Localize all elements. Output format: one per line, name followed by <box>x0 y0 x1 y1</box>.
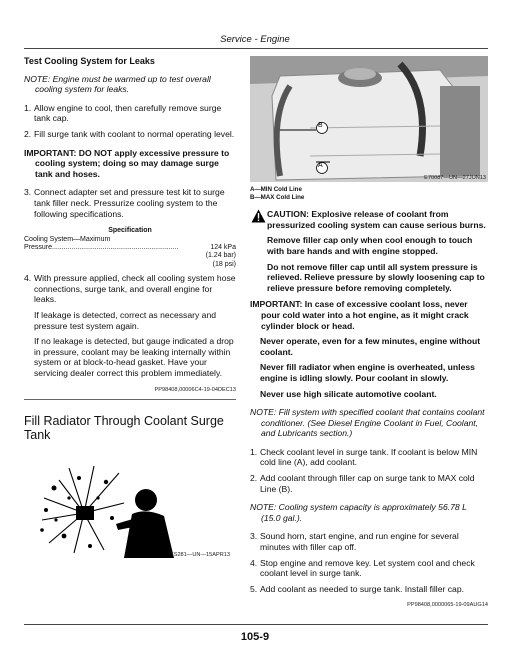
callout-a: A <box>318 162 323 169</box>
fill-step-1: 1. Check coolant level in surge tank. If coolant is below MIN cold line (A), add coolant. <box>250 446 478 468</box>
right-column <box>250 186 488 611</box>
important-pressure: IMPORTANT: DO NOT apply excessive pressure to cooling system; doing so may damage surge tank and hoses. <box>24 147 230 179</box>
header-rule <box>24 48 488 49</box>
illustration-reference: TS281—UN—15APR13 <box>170 551 230 558</box>
caution-block <box>250 209 488 293</box>
step-4: 4. With pressure applied, check all cooling system hose connections, surge tank, and overall engine for leaks. <box>24 273 236 305</box>
section-heading-test-leaks: Test Cooling System for Leaks <box>24 56 155 66</box>
specification-table <box>24 227 236 269</box>
explosion-hazard-icon <box>24 458 236 558</box>
para-no-leak: If no leakage is detected, but gauge indicated a drop in pressure, coolant may be leaking internally within system or at block-to-head gasket. Have your servicing dealer correct this problem immediately. <box>34 336 234 378</box>
important-never-fill: Never fill radiator when engine is overheated, unless engine is idling slowly. Pour coolant in slowly. <box>260 362 475 383</box>
important-no-silicate: Never use high silicate automotive coolant. <box>260 388 437 399</box>
note-capacity: NOTE: Cooling system capacity is approximately 56.78 L (15.0 gal.). <box>250 502 467 523</box>
spec-pressure-psi: (18 psi) <box>212 260 236 268</box>
step-2: 2. Fill surge tank with coolant to normal operating level. <box>24 128 235 139</box>
para-leak-detected: If leakage is detected, correct as necessary and pressure test system again. <box>34 309 217 331</box>
caption-max: B—MAX Cold Line <box>250 193 305 201</box>
warning-triangle-icon <box>250 209 267 223</box>
note-coolant-conditioner: NOTE: Fill system with specified coolant that contains coolant conditioner. (See Diesel Engine Coolant in Fuel, Coolant, and Lubricants section.) <box>250 407 485 439</box>
running-header: Service - Engine <box>220 34 290 45</box>
burn-hazard-illustration <box>24 458 236 558</box>
photo-reference: E70087—UN—27JUN13 <box>424 175 486 181</box>
step-1: 1. Allow engine to cool, then carefully remove surge tank cap. <box>24 102 222 124</box>
fill-step-2: 2. Add coolant through filler cap on surge tank to MAX cold Line (B). <box>250 473 475 494</box>
caution-relieve-pressure: Do not remove filler cap until all system pressure is relieved. Relieve pressure by slowly loosening cap to relieve pressure before removing completely. <box>267 261 485 293</box>
note-warm-engine: NOTE: Engine must be warmed up to test overall cooling system for leaks. <box>24 73 211 95</box>
important-coolant-loss: IMPORTANT: In case of excessive coolant loss, never pour cold water into a hot engine, as it might crack cylinder block or head. <box>250 299 469 331</box>
reference-code-1: PP98408,00006C4-19-04DEC13 <box>154 386 236 393</box>
spec-title: Specification <box>108 227 152 235</box>
spec-pressure-kpa: 124 kPa <box>210 243 236 251</box>
important-never-operate: Never operate, even for a few minutes, engine without coolant. <box>260 336 481 357</box>
fill-step-5: 5. Add coolant as needed to surge tank. Install filler cap. <box>250 583 464 594</box>
section-heading-fill-radiator: Fill Radiator Through Coolant Surge Tank <box>24 414 224 443</box>
reference-code-2: PP98408,0000065-19-09AUG14 <box>407 602 488 609</box>
caution-text: CAUTION: Explosive release of coolant from pressurized cooling system can cause serious burns. <box>267 209 486 230</box>
fill-step-3: 3. Sound horn, start engine, and run engine for several minutes with filler cap off. <box>250 531 459 553</box>
fill-step-4: 4. Stop engine and remove key. Let system cool and check coolant level in surge tank. <box>250 557 475 579</box>
caption-min: A—MIN Cold Line <box>250 186 302 193</box>
page-number: 105-9 <box>240 631 270 643</box>
callout-b: B <box>318 122 323 129</box>
spec-line: Cooling System—Maximum <box>24 235 111 243</box>
spec-pressure-row: Pressure................................................................. 124 kPa <box>24 243 236 251</box>
left-column <box>24 56 236 558</box>
spec-pressure-label: Pressure <box>24 243 53 251</box>
spec-pressure-bar: (1.24 bar) <box>205 252 236 260</box>
step-3: 3. Connect adapter set and pressure test kit to surge tank filler neck. Pressurize cooling system to the following specifications. <box>24 187 225 219</box>
footer-rule <box>24 624 488 625</box>
surge-tank-image <box>250 56 488 182</box>
surge-tank-photo <box>250 56 488 182</box>
caution-cap-cool: Remove filler cap only when cool enough to touch with bare hands and with engine stopped. <box>267 235 473 256</box>
